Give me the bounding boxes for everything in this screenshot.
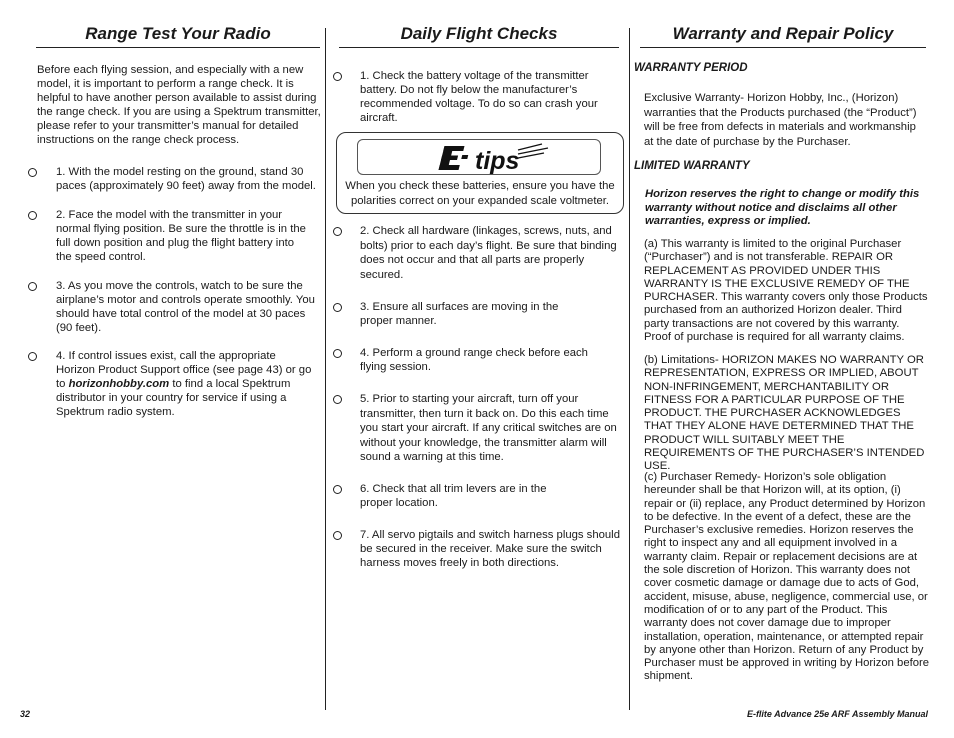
subheading-warranty-period: WARRANTY PERIOD [634,62,748,74]
daily-step-3: 3. Ensure all surfaces are moving in the proper manner. [360,301,559,327]
heading-rule [640,47,926,48]
range-step-4-text-a: 4. If control issues exist, call the appropriate Horizon Product Support office (see page 43) or go to [56,350,312,390]
range-test-intro: Before each flying session, and especially with a new model, it is important to perform a range check. It is helpful to have another person available to assist during the range check. If you are using a Spektrum transmitter, please refer to your transmitter’s manual for detailed instructions on the range check process. [37,64,321,146]
column-divider [629,28,630,710]
warranty-para-c: (c) Purchaser Remedy- Horizon’s sole obligation hereunder shall be that Horizon will, at its option, (i) repair or (ii) replace, any Product determined by Horizon to be defective. In the event of a defect, these are the Purchaser’s exclusive remedies. Horizon reserves the right to inspect any and all equipment involved in a warranty claim. Repair or replacement decisions are at the sole discretion of Horizon. This warranty does not cover cosmetic damage or damage due to acts of God, accident, misuse, abuse, negligence, commercial use, or modification of or to any part of the Product. This warranty does not cover damage due to improper installation, operation, maintenance, or attempted repair by anyone other than Horizon. Return of any Product by Purchaser must be approved in writing by Horizon before shipment. [644,471,930,683]
horizonhobby-link[interactable]: horizonhobby.com [68,378,170,390]
daily-step-2: 2. Check all hardware (linkages, screws, nuts, and bolts) prior to each day’s flight. Be sure that binding does not occur and that all parts are properly secured. [360,225,617,281]
daily-step-7: 7. All servo pigtails and switch harness plugs should be secured in the receiver. Make sure the switch harness moves freely in both directions. [360,529,620,569]
range-step-4-text-b: to find a local Spektrum distributor in your country for service if using a Spektrum radio system. [56,378,291,418]
bullet-icon [28,282,37,291]
warranty-para-b: (b) Limitations- HORIZON MAKES NO WARRANTY OR REPRESENTATION, EXPRESS OR IMPLIED, ABOUT NON-INFRINGEMENT, MERCHANTABILITY OR FITNESS FOR A PARTICULAR PURPOSE OF THE PRODUCT. THE PURCHASER ACKNOWLEDGES THAT THEY ALONE HAVE DETERMINED THAT THE PRODUCT WILL SUITABLY MEET THE REQUIREMENTS OF THE PURCHASER’S INTENDED USE. [644,354,925,473]
warranty-para-a: (a) This warranty is limited to the original Purchaser (“Purchaser”) and is not transferable. REPAIR OR REPLACEMENT AS PROVIDED UNDER THIS WARRANTY IS THE EXCLUSIVE REMEDY OF THE PURCHASER. This warranty covers only those Products purchased from an authorized Horizon dealer. Third party transactions are not covered by this warranty. Proof of purchase is required for all warranty claims. [644,238,928,344]
column-divider [325,28,326,710]
range-step-1: 1. With the model resting on the ground, stand 30 paces (approximately 90 feet) away from the model. [56,166,316,192]
daily-step-5: 5. Prior to starting your aircraft, turn off your transmitter, then turn it back on. Do this each time you start your aircraft. If any critical switches are on without your knowledge, the transmitter alarm will sound a warning at this time. [360,393,617,463]
page-number: 32 [20,709,31,719]
bullet-icon [333,531,342,540]
heading-daily-flight-checks: Daily Flight Checks [400,24,558,43]
heading-range-test: Range Test Your Radio [85,24,271,43]
range-step-4 [56,349,312,419]
bullet-icon [333,72,342,81]
daily-step-6: 6. Check that all trim levers are in the proper location. [360,483,547,509]
heading-rule [339,47,619,48]
etips-box [336,132,624,214]
warranty-period-text: Exclusive Warranty- Horizon Hobby, Inc., (Horizon) warranties that the Products purchased (the “Product”) will be free from defects in materials and workmanship at the date of purchase by the Purchaser. [644,92,917,148]
bullet-icon [28,352,37,361]
bullet-icon [333,485,342,494]
bullet-icon [28,211,37,220]
daily-step-1: 1. Check the battery voltage of the transmitter battery. Do not fly below the manufacturer’s recommended voltage. To do so can crash your aircraft. [360,70,598,124]
etips-note: When you check these batteries, ensure you have the polarities correct on your expanded scale voltmeter. [345,180,615,207]
etips-logo-frame [357,139,601,175]
range-step-2: 2. Face the model with the transmitter in your normal flying position. Be sure the throttle is in the full down position and plug the flight battery into the speed control. [56,209,306,263]
heading-warranty: Warranty and Repair Policy [672,24,894,43]
range-step-3: 3. As you move the controls, watch to be sure the airplane’s motor and controls operate smoothly. You should have total control of the model at 30 paces (90 feet). [56,280,315,334]
etips-logo [358,140,600,174]
heading-rule [36,47,320,48]
daily-step-4: 4. Perform a ground range check before each flying session. [360,347,588,373]
svg-text:tips: tips [475,147,520,174]
warranty-reserve-text: Horizon reserves the right to change or modify this warranty without notice and disclaims all other warranties, express or implied. [645,188,920,227]
bullet-icon [333,303,342,312]
bullet-icon [333,227,342,236]
bullet-icon [333,349,342,358]
bullet-icon [333,395,342,404]
subheading-limited-warranty: LIMITED WARRANTY [634,160,750,172]
manual-title: E-flite Advance 25e ARF Assembly Manual [746,709,928,719]
bullet-icon [28,168,37,177]
